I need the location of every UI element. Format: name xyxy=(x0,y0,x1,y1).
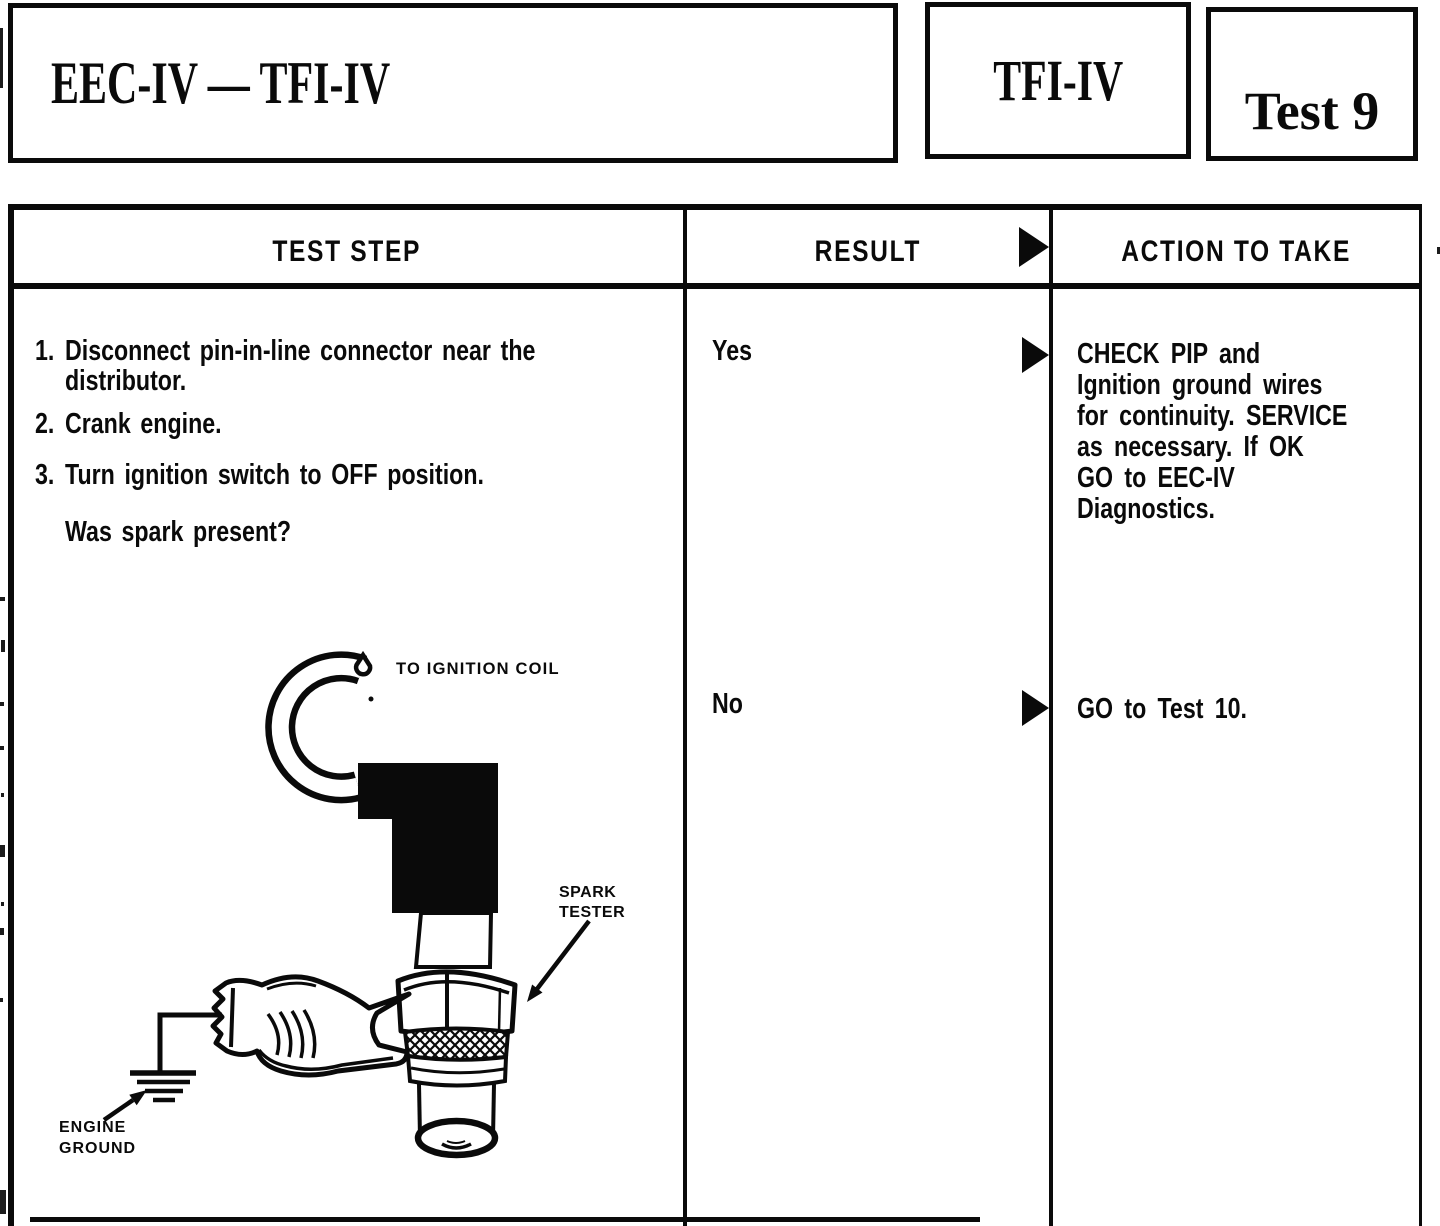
test-badge-box xyxy=(1206,7,1418,161)
scan-artifact xyxy=(0,845,5,857)
action-no: GO to Test 10. xyxy=(1077,693,1247,725)
column-header-test-step: TEST STEP xyxy=(272,235,421,268)
scan-artifact xyxy=(0,702,4,706)
spark-tester-arrow-icon xyxy=(527,921,589,1002)
test-step-2 xyxy=(35,409,261,439)
scan-artifact xyxy=(1,902,4,906)
scan-artifact xyxy=(1,640,5,652)
tester-flange xyxy=(408,1056,506,1086)
page-title: EEC-IV — TFI-IV xyxy=(51,49,391,116)
result-no: No xyxy=(712,688,743,720)
step-text: Turn ignition switch to OFF position. xyxy=(65,459,484,491)
scan-artifact xyxy=(0,746,4,750)
scan-artifact xyxy=(0,28,3,88)
table-top-border xyxy=(8,204,1422,210)
result-yes-arrow-icon xyxy=(1022,337,1049,373)
action-yes: CHECK PIP and Ignition ground wires for continuity. SERVICE as necessary. If OK GO to EEC-IV Diagnostics. xyxy=(1077,338,1348,525)
title-box xyxy=(8,3,898,163)
table-right-border xyxy=(1419,204,1422,1226)
column-header-result: RESULT xyxy=(814,235,922,268)
test-step-1 xyxy=(35,336,653,396)
scan-artifact xyxy=(0,597,5,601)
label-spark-tester-line2: TESTER xyxy=(559,904,626,921)
label-engine-ground-line1: ENGINE xyxy=(59,1119,127,1136)
test-question: Was spark present? xyxy=(65,516,292,548)
scan-artifact xyxy=(1,793,4,797)
label-to-ignition-coil: TO IGNITION COIL xyxy=(396,660,560,678)
scan-artifact xyxy=(0,998,3,1002)
engine-ground-arrow-icon xyxy=(104,1090,147,1120)
step-number: 1. xyxy=(35,335,55,367)
module-badge-box xyxy=(925,2,1191,159)
table-header-divider xyxy=(8,283,1422,289)
result-yes: Yes xyxy=(712,335,752,367)
spark-tester-figure xyxy=(0,640,700,1226)
alligator-clip xyxy=(213,977,409,1075)
scan-artifact xyxy=(0,1190,6,1214)
module-badge: TFI-IV xyxy=(993,48,1123,113)
table-column-divider-2 xyxy=(1049,204,1053,1226)
header-result-arrow-icon xyxy=(1019,227,1049,267)
test-badge: Test 9 xyxy=(1244,81,1380,141)
step-number: 3. xyxy=(35,459,55,491)
scan-artifact xyxy=(0,928,4,935)
tester-knurl-ring xyxy=(405,1029,508,1060)
test-step-3 xyxy=(35,460,589,490)
step-number: 2. xyxy=(35,408,55,440)
column-header-action: ACTION TO TAKE xyxy=(1121,235,1351,268)
scan-speck xyxy=(369,697,374,702)
label-engine-ground-line2: GROUND xyxy=(59,1140,137,1157)
tester-hex-nut xyxy=(398,972,515,1035)
coil-wire xyxy=(280,655,370,788)
tester-boot xyxy=(358,763,498,913)
label-spark-tester-line1: SPARK xyxy=(559,884,617,901)
step-text: Disconnect pin-in-line connector near the distributor. xyxy=(65,335,536,397)
tester-tip xyxy=(418,1121,495,1155)
result-no-arrow-icon xyxy=(1022,690,1049,726)
step-text: Crank engine. xyxy=(65,408,222,440)
tester-shaft xyxy=(416,913,491,967)
